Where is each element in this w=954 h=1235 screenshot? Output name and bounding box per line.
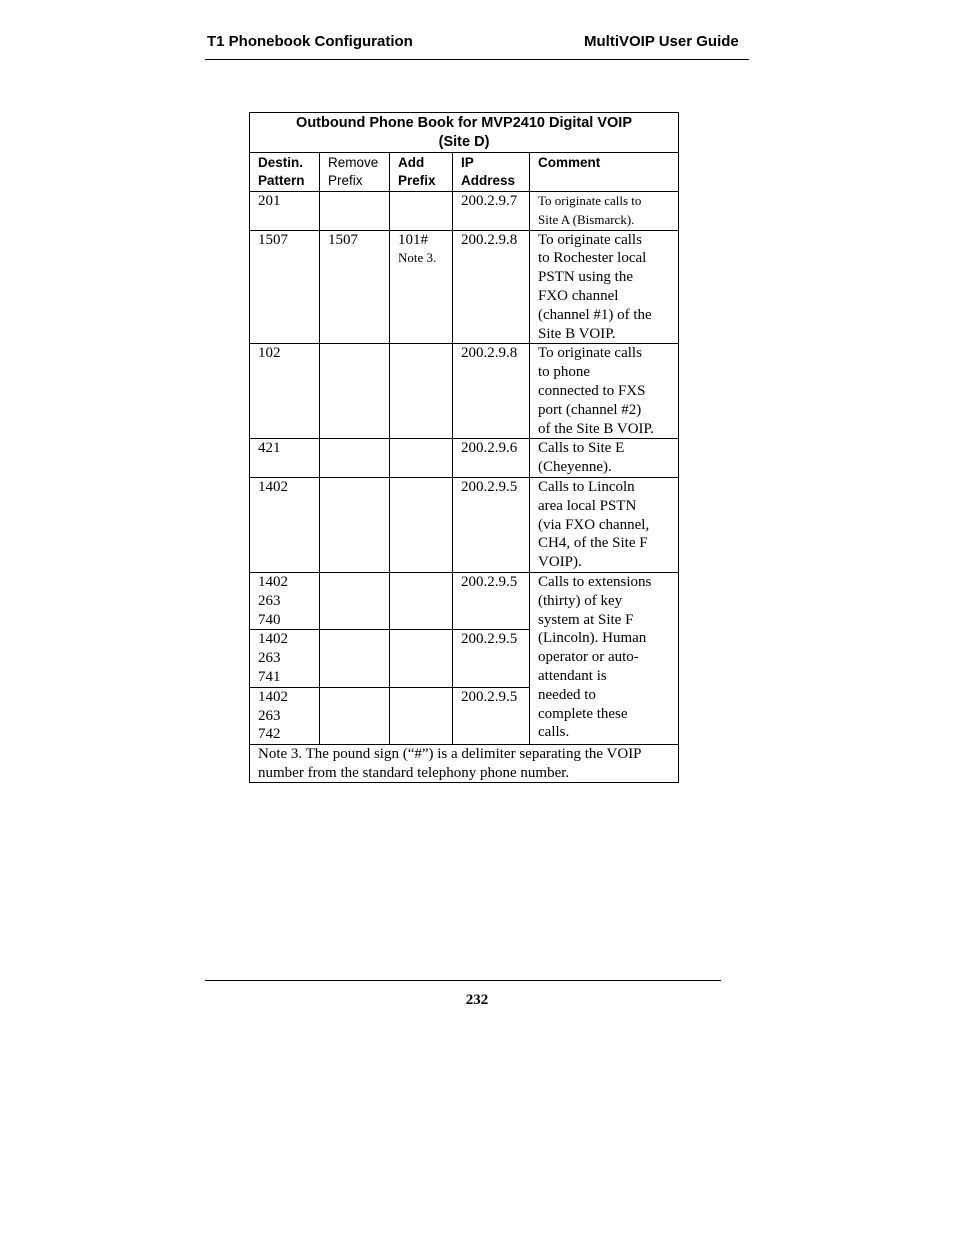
ip-address-cell: 200.2.9.5 <box>453 630 530 687</box>
table-title-line1: Outbound Phone Book for MVP2410 Digital VOIP <box>296 115 632 131</box>
destin-pattern-cell: 102 <box>250 344 320 439</box>
destin-pattern-cell: 1402 <box>250 477 320 572</box>
merged-comment-cell: Calls to extensions (thirty) of key system at Site F (Lincoln). Human operator or auto- attendant is needed to complete these calls. <box>530 572 679 744</box>
add-prefix-note-ref: Note 3. <box>398 250 437 266</box>
ip-address-cell: 200.2.9.5 <box>453 572 530 629</box>
remove-prefix-cell <box>320 439 390 478</box>
page-number: 232 <box>465 992 489 1008</box>
destin-pattern-cell: 201 <box>250 192 320 231</box>
remove-prefix-cell <box>320 477 390 572</box>
header-section-title: T1 Phonebook Configuration <box>207 33 413 50</box>
add-prefix-cell <box>390 344 453 439</box>
add-prefix-value: 101# <box>398 231 428 248</box>
comment-cell: To originate calls to phone connected to FXS port (channel #2) of the Site B VOIP. <box>530 344 679 439</box>
destin-pattern-cell: 1402 263 741 <box>250 630 320 687</box>
destin-pattern-cell: 1507 <box>250 230 320 344</box>
comment-cell: To originate calls to Rochester local PSTN using the FXO channel (channel #1) of the Site B VOIP. <box>530 230 679 344</box>
remove-prefix-cell <box>320 687 390 744</box>
add-prefix-cell <box>390 687 453 744</box>
table-row <box>250 477 679 572</box>
table-row <box>250 439 679 478</box>
ip-address-cell: 200.2.9.8 <box>453 344 530 439</box>
remove-prefix-cell <box>320 630 390 687</box>
ip-address-cell: 200.2.9.5 <box>453 687 530 744</box>
comment-cell: Calls to Site E (Cheyenne). <box>530 439 679 478</box>
table-title <box>250 113 679 153</box>
column-header-row <box>250 153 679 192</box>
add-prefix-cell <box>390 230 453 344</box>
header-guide-title: MultiVOIP User Guide <box>584 33 739 50</box>
ip-address-cell: 200.2.9.8 <box>453 230 530 344</box>
add-prefix-cell <box>390 439 453 478</box>
table-row <box>250 572 679 629</box>
table-row <box>250 230 679 344</box>
comment-cell: To originate calls to Site A (Bismarck). <box>530 192 679 231</box>
remove-prefix-cell <box>320 572 390 629</box>
remove-prefix-cell: 1507 <box>320 230 390 344</box>
comment-cell: Calls to Lincoln area local PSTN (via FXO channel, CH4, of the Site F VOIP). <box>530 477 679 572</box>
add-prefix-cell <box>390 477 453 572</box>
header-rule <box>205 59 749 60</box>
destin-pattern-cell: 1402 263 740 <box>250 572 320 629</box>
ip-address-cell: 200.2.9.6 <box>453 439 530 478</box>
table-title-row <box>250 113 679 153</box>
col-ip-address: IP Address <box>453 153 530 192</box>
col-destin-pattern: Destin. Pattern <box>250 153 320 192</box>
add-prefix-cell <box>390 630 453 687</box>
col-remove-prefix: Remove Prefix <box>320 153 390 192</box>
ip-address-cell: 200.2.9.7 <box>453 192 530 231</box>
table-row <box>250 192 679 231</box>
remove-prefix-cell <box>320 344 390 439</box>
table-title-line2: (Site D) <box>438 134 490 150</box>
add-prefix-cell <box>390 572 453 629</box>
remove-prefix-cell <box>320 192 390 231</box>
col-comment: Comment <box>530 153 679 192</box>
add-prefix-cell <box>390 192 453 231</box>
table-note: Note 3. The pound sign (“#”) is a delimiter separating the VOIP number from the standard telephony phone number. <box>250 745 679 783</box>
destin-pattern-cell: 1402 263 742 <box>250 687 320 744</box>
col-add-prefix: Add Prefix <box>390 153 453 192</box>
table-note-row <box>250 745 679 783</box>
destin-pattern-cell: 421 <box>250 439 320 478</box>
outbound-phonebook-table <box>249 112 679 783</box>
footer-rule <box>205 980 721 981</box>
ip-address-cell: 200.2.9.5 <box>453 477 530 572</box>
table-row <box>250 344 679 439</box>
